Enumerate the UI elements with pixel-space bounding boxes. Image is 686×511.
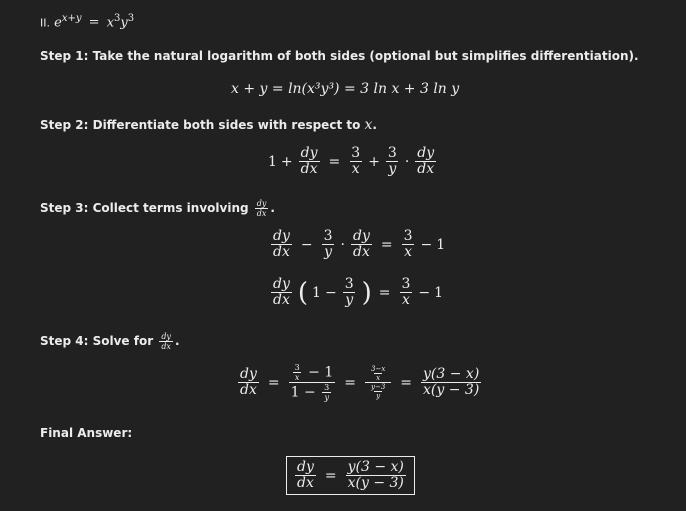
final-answer-label: Final Answer: (40, 426, 133, 440)
step-3-equation-1: $\frac{dy}{dx}$ − $\frac{3}{y}$ · $\frac{dy}{dx}$ = $\frac{3}{x}$ − 1 (273, 228, 446, 260)
final-answer-box: $\frac{dy}{dx}$ = $\frac{y(3 - x)}{x(y - 3)}$ (286, 456, 415, 495)
fraction-3-y: $\frac{3}{y}$ (387, 145, 397, 177)
step-2-heading: Step 2: Differentiate both sides with respect to x. (40, 117, 377, 133)
step-1-equation: x + y = ln(x³y³) = 3 ln x + 3 ln y (231, 81, 460, 97)
step-1-heading: Step 1: Take the natural logarithm of both sides (optional but simplifies differentiation). (40, 49, 639, 63)
step-3-heading: Step 3: Collect terms involving $\frac{dy}{dx}$ . (40, 199, 275, 218)
step-3-equation-2: $\frac{dy}{dx}$ ( 1 − $\frac{3}{y}$ ) = $\frac{3}{x}$ − 1 (273, 276, 444, 308)
fraction-3-x: $\frac{3}{x}$ (351, 145, 361, 177)
complex-fraction-2: $\frac{\frac{3-x}{x}}{\frac{y-3}{y}}$ (365, 365, 391, 400)
fraction-dy-dx: $\frac{dy}{dx}$ (417, 145, 435, 177)
right-paren: ) (361, 277, 372, 308)
left-paren: ( (297, 277, 309, 308)
step-4-equation: $\frac{dy}{dx}$ = $\frac{3}{x}$ − 1 1 − $\frac{3}{y}$ = $\frac{\frac{3-x}{x}}{\frac{y-3}{y}}$ = $\frac{y(3 - x)}{x(y - 3)}$ (240, 363, 480, 402)
complex-fraction-1: $\frac{3}{x}$ − 1 1 − $\frac{3}{y}$ (290, 363, 334, 402)
fraction-dy-dx: $\frac{dy}{dx}$ (300, 145, 318, 177)
step-2-equation: 1 + $\frac{dy}{dx}$ = $\frac{3}{x}$ + $\frac{3}{y}$ · $\frac{dy}{dx}$ (268, 145, 435, 177)
step-4-heading: Step 4: Solve for $\frac{dy}{dx}$ . (40, 332, 180, 351)
simplified-fraction: $\frac{y(3 - x)}{x(y - 3)}$ (423, 366, 480, 398)
problem-label: II. (40, 16, 50, 30)
fraction-dy-dx-inline: $\frac{dy}{dx}$ (256, 199, 267, 218)
problem-statement: II. $e^{x+y} = x^3y^3$ (40, 13, 135, 31)
